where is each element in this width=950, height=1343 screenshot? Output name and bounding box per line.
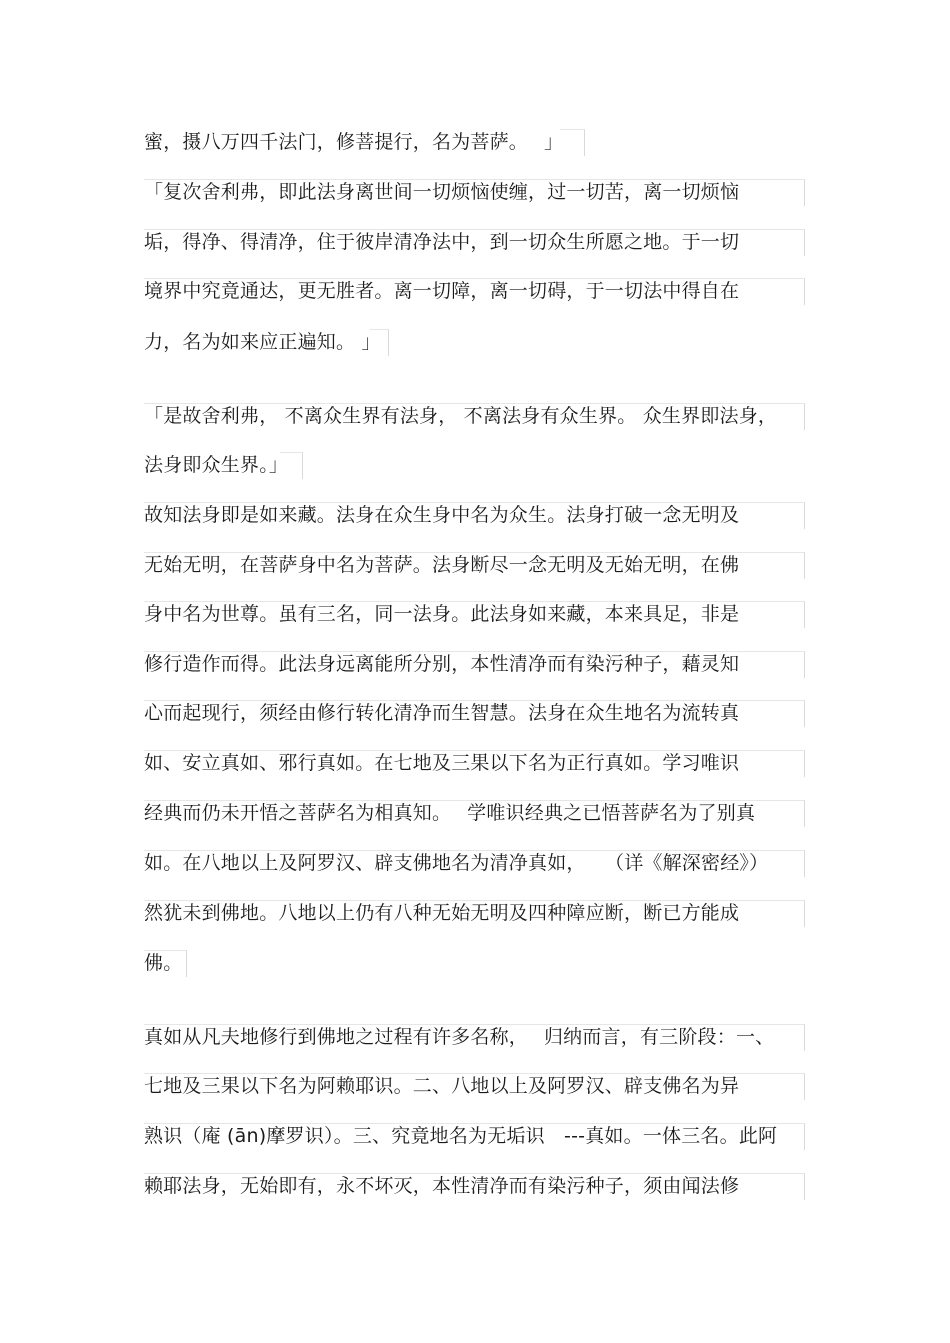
text-line: 佛。 — [144, 952, 183, 974]
text-line: 真如从凡夫地修行到佛地之过程有许多名称， 归纳而言，有三阶段：一、 — [144, 1026, 775, 1048]
text-line: 力，名为如来应正遍知。 」 — [144, 331, 381, 353]
text-line: 蜜，摄八万四千法门，修菩提行，名为菩萨。 」 — [144, 131, 564, 153]
text-line: 「是故舍利弗， 不离众生界有法身， 不离法身有众生界。 众生界即法身， — [144, 405, 778, 427]
text-line: 然犹未到佛地。八地以上仍有八种无始无明及四种障应断，断已方能成 — [144, 902, 740, 924]
text-line: 如。在八地以上及阿罗汉、辟支佛地名为清净真如， （详《解深密经》） — [144, 852, 769, 874]
text-line: 无始无明，在菩萨身中名为菩萨。法身断尽一念无明及无始无明，在佛 — [144, 554, 740, 576]
text-line: 心而起现行，须经由修行转化清净而生智慧。法身在众生地名为流转真 — [144, 702, 740, 724]
text-line: 垢，得净、得清净，住于彼岸清净法中，到一切众生所愿之地。于一切 — [144, 231, 740, 253]
text-line: 七地及三果以下名为阿赖耶识。二、八地以上及阿罗汉、辟支佛名为异 — [144, 1075, 740, 1097]
text-line: 境界中究竟通达，更无胜者。离一切障，离一切碍，于一切法中得自在 — [144, 280, 740, 302]
text-line: 故知法身即是如来藏。法身在众生身中名为众生。法身打破一念无明及 — [144, 504, 740, 526]
text-line: 熟识（庵 (ān)摩罗识）。三、究竟地名为无垢识 ---真如。一体三名。此阿 — [144, 1125, 778, 1147]
text-line: 「复次舍利弗，即此法身离世间一切烦恼使缠，过一切苦，离一切烦恼 — [144, 181, 740, 203]
text-line: 赖耶法身，无始即有，永不坏灭，本性清净而有染污种子，须由闻法修 — [144, 1175, 740, 1197]
text-line: 经典而仍未开悟之菩萨名为相真知。 学唯识经典之已悟菩萨名为了别真 — [144, 802, 756, 824]
text-line: 身中名为世尊。虽有三名，同一法身。此法身如来藏，本来具足，非是 — [144, 603, 740, 625]
cell-guide — [560, 129, 585, 156]
text-line: 修行造作而得。此法身远离能所分别，本性清净而有染污种子，藉灵知 — [144, 653, 740, 675]
text-line: 如、安立真如、邪行真如。在七地及三果以下名为正行真如。学习唯识 — [144, 752, 740, 774]
text-line: 法身即众生界。」 — [144, 454, 289, 476]
